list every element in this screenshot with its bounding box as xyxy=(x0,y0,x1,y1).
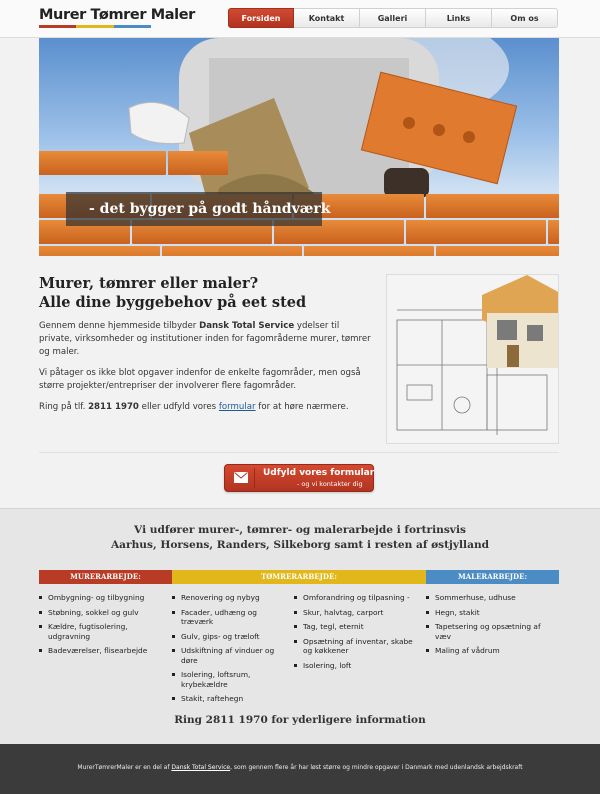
ring-info: Ring 2811 1970 for yderligere information xyxy=(174,714,426,726)
nav-om-os[interactable]: Om os xyxy=(492,8,558,28)
list-item: Tag, tegl, eternit xyxy=(294,622,420,632)
list-item: Ombygning- og tilbygning xyxy=(39,593,167,603)
maler-header: MALERARBEJDE: xyxy=(426,570,559,584)
list-item: Facader, udhæng og træværk xyxy=(172,608,290,627)
blueprint-illustration xyxy=(387,275,559,444)
toemrer-list-2 xyxy=(294,593,420,675)
brick-row xyxy=(429,193,559,219)
intro-paragraph-2: Vi påtager os ikke blot opgaver indenfor de enkelte fagområder, men også større projekter/entrepriser der involverer flere fagområder. xyxy=(39,368,361,391)
nav-links[interactable]: Links xyxy=(426,8,492,28)
blueprint-house-image xyxy=(386,274,559,444)
list-item: Isolering, loft xyxy=(294,661,420,671)
intro-heading xyxy=(39,274,373,312)
list-item: Renovering og nybyg xyxy=(172,593,290,603)
list-item: Maling af vådrum xyxy=(426,646,556,656)
list-item: Tapetsering og opsætning af væv xyxy=(426,622,556,641)
envelope-icon xyxy=(229,468,255,488)
footer-text: MurerTømrerMaler er en del af Dansk Total Service, som gennem flere år har løst større og mindre opgaver i Danmark med udenlandsk arbejdskraft xyxy=(77,764,523,771)
list-item: Omforandring og tilpasning - xyxy=(294,593,420,603)
toemrer-header: TØMRERARBEJDE: xyxy=(172,570,426,584)
main-nav xyxy=(228,8,558,28)
list-item: Hegn, stakit xyxy=(426,608,556,618)
nav-forsiden[interactable]: Forsiden xyxy=(228,8,294,28)
list-item: Skur, halvtag, carport xyxy=(294,608,420,618)
brick-row xyxy=(39,245,559,256)
list-item: Kældre, fugtisolering, udgravning xyxy=(39,622,167,641)
form-cta-button[interactable] xyxy=(224,464,374,492)
list-item: Gulv, gips- og træloft xyxy=(172,632,290,642)
site-footer xyxy=(0,744,600,794)
intro-paragraph-3: Ring på tlf. 2811 1970 eller udfyld vores formular for at høre nærmere. xyxy=(39,402,349,412)
site-logo[interactable] xyxy=(39,7,195,33)
services-heading xyxy=(0,523,600,553)
cta-main-label: Udfyld vores formular xyxy=(263,468,375,478)
brand-name: Dansk Total Service xyxy=(199,321,295,331)
logo-text: Murer Tømrer Maler xyxy=(39,7,195,23)
intro-section xyxy=(39,274,373,414)
services-section xyxy=(0,508,600,744)
list-item: Stakit, raftehegn xyxy=(172,694,290,704)
section-divider xyxy=(39,452,559,453)
site-header xyxy=(0,0,600,38)
phone-number: 2811 1970 xyxy=(88,402,139,412)
toemrer-list-1 xyxy=(172,593,290,709)
list-item: Udskiftning af vinduer og døre xyxy=(172,646,290,665)
hero-tagline: - det bygger på godt håndværk xyxy=(89,201,331,217)
murer-header: MURERARBEJDE: xyxy=(39,570,172,584)
intro-heading-line2: Alle dine byggebehov på eet sted xyxy=(39,294,307,311)
footer-dts-link[interactable]: Dansk Total Service xyxy=(171,764,231,771)
services-heading-line1: Vi udfører murer-, tømrer- og malerarbejde i fortrinsvis xyxy=(134,524,466,536)
list-item: Sommerhuse, udhuse xyxy=(426,593,556,603)
list-item: Støbning, sokkel og gulv xyxy=(39,608,167,618)
list-item: Isolering, loftsrum, krybekældre xyxy=(172,670,290,689)
services-heading-line2: Aarhus, Horsens, Randers, Silkeborg samt i resten af østjylland xyxy=(110,539,490,551)
hero-image xyxy=(39,38,559,256)
maler-list xyxy=(426,593,556,661)
list-item: Opsætning af inventar, skabe og køkkener xyxy=(294,637,420,656)
nav-galleri[interactable]: Galleri xyxy=(360,8,426,28)
cta-sub-label: - og vi kontakter dig xyxy=(297,480,363,488)
murer-list xyxy=(39,593,167,661)
list-item: Badeværelser, flisearbejde xyxy=(39,646,167,656)
nav-kontakt[interactable]: Kontakt xyxy=(294,8,360,28)
formular-link[interactable]: formular xyxy=(218,402,256,412)
intro-paragraph-1: Gennem denne hjemmeside tilbyder Dansk Total Service ydelser til private, virksomheder og institutioner inden for fagområderne murer, tømrer og maler. xyxy=(39,321,371,357)
logo-color-bar xyxy=(39,25,151,28)
brick-row xyxy=(39,150,229,176)
intro-heading-line1: Murer, tømrer eller maler? xyxy=(39,275,259,292)
